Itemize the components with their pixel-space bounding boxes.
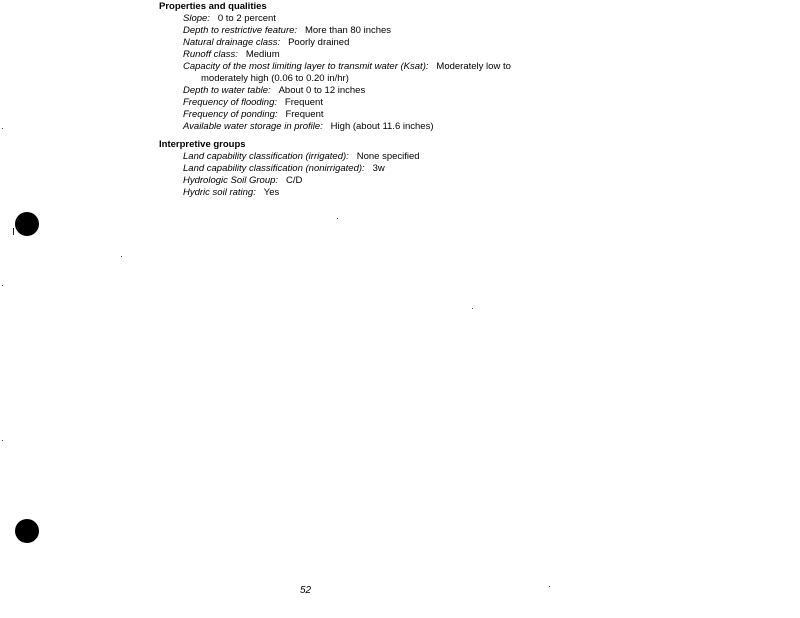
lcc-nonirrigated-label: Land capability classification (nonirrigated): (183, 163, 365, 174)
hydric-rating-row (183, 187, 279, 199)
hydrologic-group-label: Hydrologic Soil Group: (183, 175, 279, 186)
scan-speck (2, 440, 3, 441)
drainage-class-row (183, 37, 349, 49)
page-number: 52 (300, 585, 312, 596)
flooding-value: Frequent (279, 97, 323, 108)
flooding-row (183, 97, 323, 109)
scan-speck (337, 218, 338, 219)
drainage-class-value: Poorly drained (282, 37, 350, 48)
flooding-label: Frequency of flooding: (183, 97, 278, 108)
water-table-label: Depth to water table: (183, 85, 271, 96)
water-storage-label: Available water storage in profile: (183, 121, 323, 132)
ksat-label: Capacity of the most limiting layer to transmit water (Ksat): (183, 61, 429, 72)
drainage-class-label: Natural drainage class: (183, 37, 281, 48)
scan-speck (549, 586, 550, 587)
lcc-nonirrigated-row (183, 163, 385, 175)
depth-restrictive-label: Depth to restrictive feature: (183, 25, 298, 36)
water-table-row (183, 85, 365, 97)
scan-mark (13, 228, 14, 235)
lcc-irrigated-label: Land capability classification (irrigated): (183, 151, 349, 162)
depth-restrictive-row (183, 25, 391, 37)
scan-speck (472, 308, 473, 309)
runoff-class-value: Medium (240, 49, 280, 60)
water-storage-row (183, 121, 434, 133)
interpretive-heading: Interpretive groups (159, 139, 246, 150)
ponding-value: Frequent (280, 109, 324, 120)
hydrologic-group-row (183, 175, 302, 187)
punch-hole-bottom (15, 519, 39, 543)
slope-row (183, 13, 276, 25)
runoff-class-label: Runoff class: (183, 49, 238, 60)
water-table-value: About 0 to 12 inches (273, 85, 366, 96)
hydric-rating-label: Hydric soil rating: (183, 187, 256, 198)
slope-label: Slope: (183, 13, 210, 24)
properties-heading: Properties and qualities (159, 1, 267, 12)
ksat-value: Moderately low to (431, 61, 511, 72)
ksat-row (183, 61, 511, 73)
scan-speck (2, 128, 3, 129)
lcc-nonirrigated-value: 3w (367, 163, 385, 174)
depth-restrictive-value: More than 80 inches (299, 25, 392, 36)
lcc-irrigated-row (183, 151, 420, 163)
scan-speck (121, 256, 122, 257)
punch-hole-top (15, 212, 39, 236)
ksat-value-continued: moderately high (0.06 to 0.20 in/hr) (201, 73, 349, 84)
scan-speck (2, 285, 3, 286)
lcc-irrigated-value: None specified (351, 151, 420, 162)
ponding-label: Frequency of ponding: (183, 109, 278, 120)
ponding-row (183, 109, 324, 121)
water-storage-value: High (about 11.6 inches) (325, 121, 434, 132)
slope-value: 0 to 2 percent (212, 13, 276, 24)
runoff-class-row (183, 49, 280, 61)
hydrologic-group-value: C/D (280, 175, 303, 186)
hydric-rating-value: Yes (258, 187, 280, 198)
